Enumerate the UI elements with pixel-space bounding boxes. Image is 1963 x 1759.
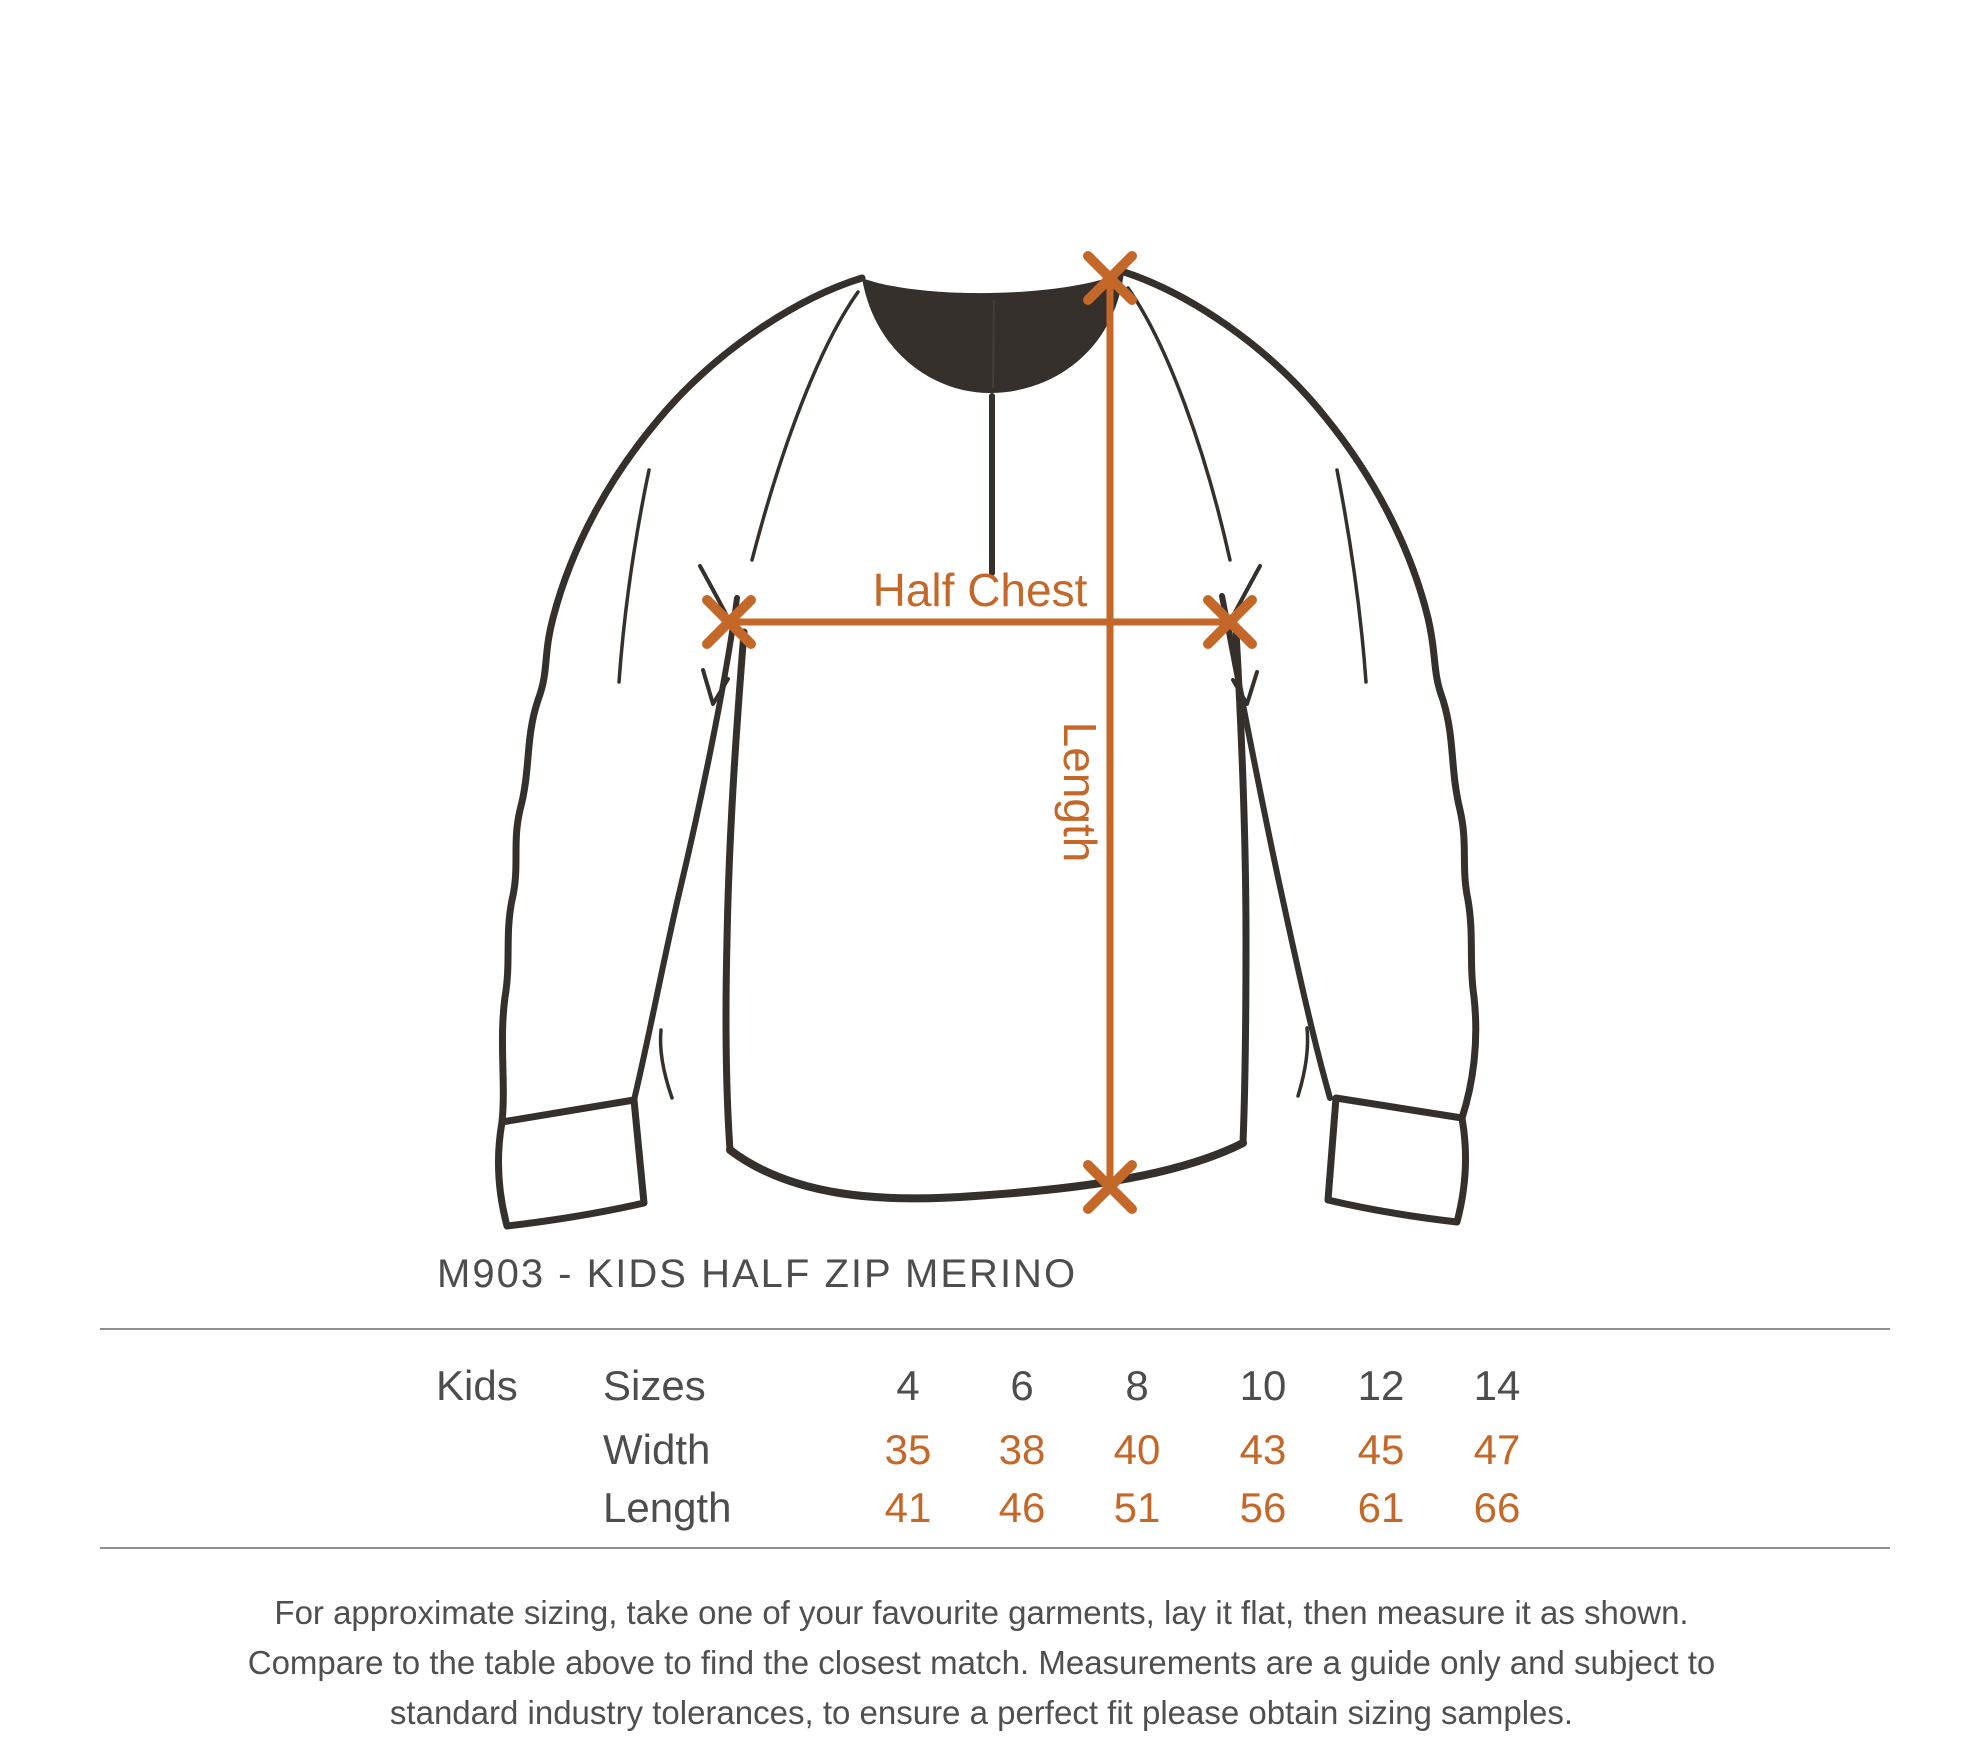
size-group-label: Kids [436,1362,518,1409]
sizing-note [0,1588,1963,1738]
divider-top [100,1328,1890,1330]
row-label-sizes: Sizes [603,1362,706,1409]
size-value: 12 [1357,1362,1405,1409]
right-sleeve-outer [1124,272,1476,1118]
left-sleeve-fold [619,470,649,682]
measurement-annotations [707,256,1252,1209]
size-value: 4 [896,1362,920,1409]
length-value: 51 [1113,1484,1161,1531]
left-wrist-crease [660,1030,672,1098]
right-sleeve-inner [1222,596,1330,1098]
length-label: Length [1054,721,1106,863]
left-cuff [499,1100,644,1226]
left-raglan-crease [752,292,858,560]
half-chest-label: Half Chest [872,564,1088,616]
collar-center-crease [993,300,994,388]
size-value: 6 [1010,1362,1034,1409]
size-value: 14 [1473,1362,1521,1409]
width-value: 35 [884,1426,932,1473]
right-sleeve-fold [1337,470,1366,682]
right-cuff [1328,1098,1465,1222]
length-value: 61 [1357,1484,1405,1531]
length-value: 56 [1239,1484,1287,1531]
body-left-seam [726,632,744,1150]
left-sleeve-inner [634,598,737,1100]
size-value: 10 [1239,1362,1287,1409]
width-value: 45 [1357,1426,1405,1473]
length-value: 41 [884,1484,932,1531]
width-value: 38 [998,1426,1046,1473]
sizing-note-line: For approximate sizing, take one of your favourite garments, lay it flat, then measure it as shown. [274,1594,1689,1631]
right-raglan-crease [1128,288,1230,560]
width-value: 40 [1113,1426,1161,1473]
left-sleeve-outer [502,278,862,1122]
product-title: M903 - KIDS HALF ZIP MERINO [437,1252,1078,1296]
right-wrist-crease [1298,1028,1308,1096]
length-value: 66 [1473,1484,1521,1531]
row-label-width: Width [603,1426,711,1473]
size-value: 8 [1125,1362,1149,1409]
sizing-note-line: standard industry tolerances, to ensure a perfect fit please obtain sizing samples. [389,1694,1574,1731]
width-value: 47 [1473,1426,1521,1473]
length-value: 46 [998,1484,1046,1531]
hem [730,1143,1243,1198]
width-value: 43 [1239,1426,1287,1473]
row-label-length: Length [603,1484,732,1531]
divider-bottom [100,1547,1890,1549]
sizing-note-line: Compare to the table above to find the closest match. Measurements are a guide only and subject to [247,1644,1716,1681]
garment-outline [499,272,1476,1226]
